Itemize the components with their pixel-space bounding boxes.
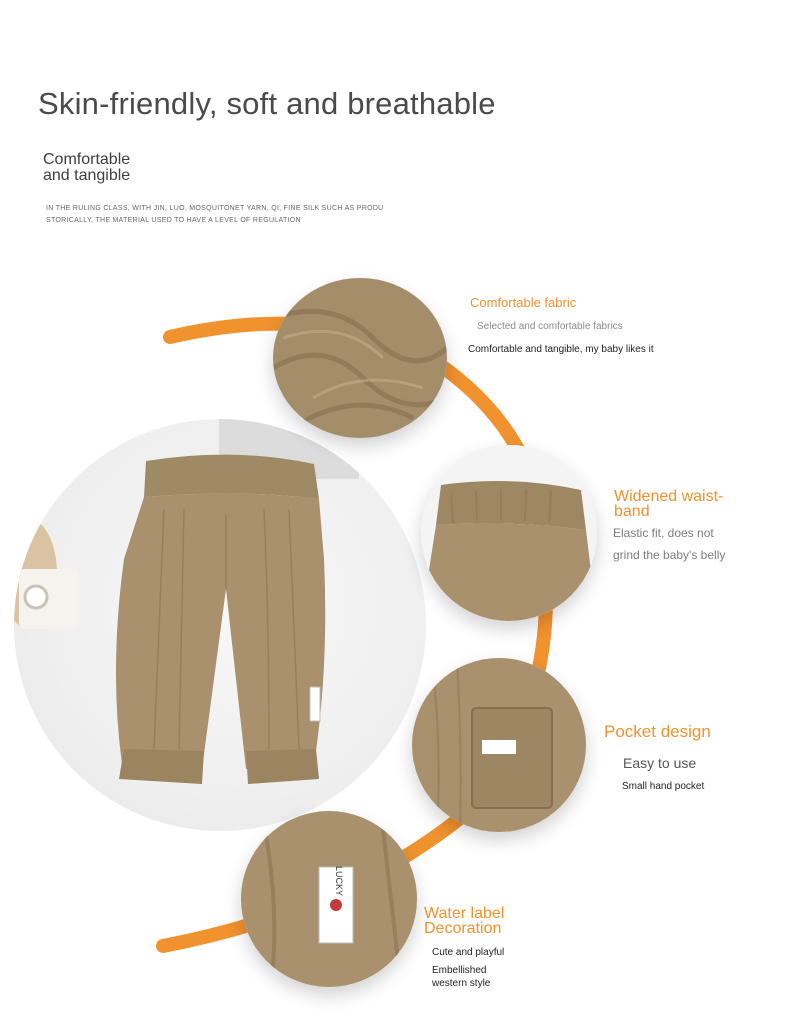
product-label-text: LUCKY <box>334 865 344 897</box>
page-headline: Skin-friendly, soft and breathable <box>38 86 496 121</box>
feature-waistband-desc <box>613 522 763 566</box>
feature-waistband-desc-line-2: grind the baby's belly <box>613 548 726 562</box>
fabric-detail-photo <box>273 278 447 438</box>
feature-label-desc-2-line-2: western style <box>432 978 491 989</box>
feature-fabric-subtitle: Selected and comfortable fabrics <box>477 321 623 332</box>
feature-label-desc-2-line-1: Embellished <box>432 965 487 976</box>
subhead-line-2: and tangible <box>43 167 131 184</box>
main-product-photo <box>14 419 426 831</box>
pants-illustration <box>14 419 426 831</box>
subhead-line-1: Comfortable <box>43 151 131 168</box>
feature-label-title: Water label Decoration <box>424 905 505 937</box>
feature-fabric-desc: Comfortable and tangible, my baby likes it <box>468 344 654 355</box>
feature-waistband-title: Widened waist-band <box>614 488 724 520</box>
waistband-detail-photo <box>421 445 597 621</box>
feature-pocket-desc: Small hand pocket <box>622 781 705 792</box>
feature-pocket-title: Pocket design <box>604 722 711 741</box>
feature-fabric-title: Comfortable fabric <box>470 295 577 310</box>
fine-print-line-1: IN THE RULING CLASS, WITH JIN, LUO, MOSQUITONET YARN, QI, FINE SILK SUCH AS PRODU <box>46 205 384 212</box>
label-detail-photo <box>241 811 417 987</box>
feature-pocket-subtitle: Easy to use <box>623 755 697 771</box>
feature-label-desc-1: Cute and playful <box>432 947 505 958</box>
fine-print-line-2: STORICALLY, THE MATERIAL USED TO HAVE A LEVEL OF REGULATION <box>46 217 301 224</box>
feature-waistband-desc-line-1: Elastic fit, does not <box>613 526 714 540</box>
pocket-detail-photo <box>412 658 586 832</box>
feature-label-desc-2 <box>432 964 522 990</box>
